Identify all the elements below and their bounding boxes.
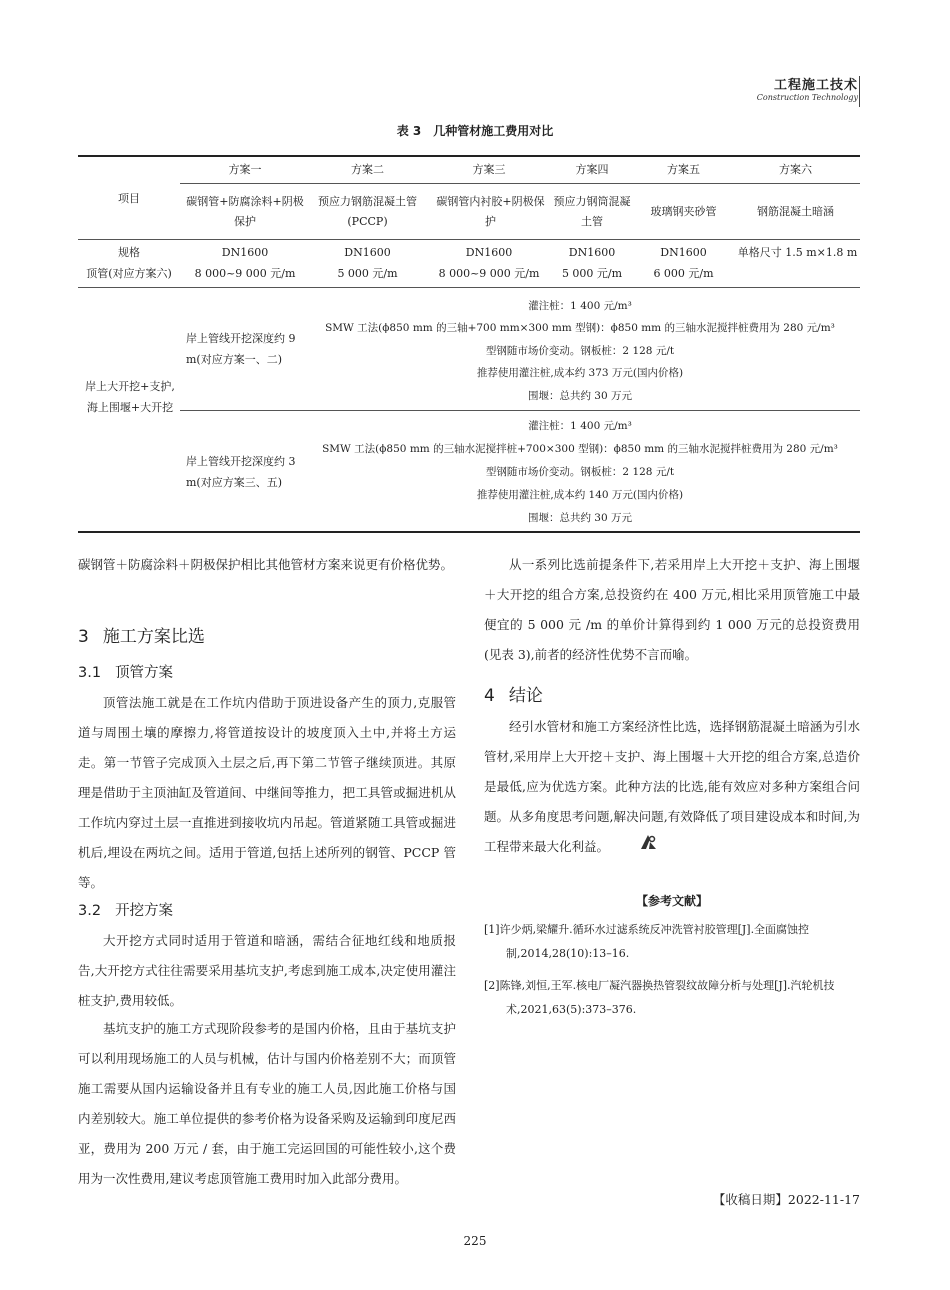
reference-item: [1]许少炳,梁耀升.循环水过滤系统反冲洗管衬胶管理[J].全面腐蚀控制,2014,28(10):13–16. [484,923,810,960]
table-group-rule [180,410,860,411]
plan-spec: DN1600 [660,246,707,259]
conclusion-text: 经引水管材和施工方案经济性比选，选择钢筋混凝土暗涵为引水管材,采用岸上大开挖＋支护、海上围堰＋大开挖的组合方案,总造价是最低,应为优选方案。此种方法的比选,能有效应对多种方案组合问题。从多角度思考问题,解决问题,有效降低了项目建设成本和时间,为工程带来最大化利益。 [484,719,860,854]
section-heading [78,622,205,647]
plan-material: 预应力钢筋混凝土管(PCCP) [318,195,417,228]
plan-price: 6 000 元/m [653,267,714,280]
end-mark-icon [613,832,660,863]
body-paragraph: 大开挖方式同时适用于管道和暗涵，需结合征地红线和地质报告,大开挖方式往往需要采用基坑支护,考虑到施工成本,决定使用灌注桩支护,费用较低。 [78,933,456,1008]
references-title: 【参考文献】 [635,894,708,908]
section-heading [484,681,543,706]
cost-line: SMW 工法(ϕ850 mm 的三轴+700 mm×300 mm 型钢)：ϕ850 mm 的三轴水泥搅拌桩费用为 280 元/m³ [325,322,835,334]
subsection-heading [78,661,173,682]
subsection-heading [78,899,173,920]
plan-price: 5 000 元/m [337,267,398,280]
table-bottom-rule [78,531,860,533]
table-header-rule [180,183,860,184]
plan-material: 碳钢管+防腐涂料+阴极保护 [186,195,304,228]
plan-material: 玻璃钢夹砂管 [650,205,717,218]
received-value: 2022-11-17 [787,1192,860,1207]
cost-line: 型钢随市场价变动。钢板桩：2 128 元/t [485,345,675,357]
page-number: 225 [463,1234,487,1248]
plan-price: 8 000~9 000 元/m [194,267,296,280]
body-paragraph: 顶管法施工就是在工作坑内借助于顶进设备产生的顶力,克服管道与周围土壤的摩擦力,将管道按设计的坡度顶入土中,并将土方运走。第一节管子完成顶入土层之后,再下第二节管子继续顶进。其原理是借助于主顶油缸及管道间、中继间等推力，把工具管或掘进机从工作坑内穿过土层一直推进到接收坑内吊起。管道紧随工具管或掘进机后,埋设在两坑之间。适用于管道,包括上述所列的钢管、PCCP 管等。 [78,695,456,890]
plan-spec: DN1600 [344,246,391,259]
depth-label: 岸上管线开挖深度约 9 m(对应方案一、二) [186,332,296,366]
subsection-number: 3.1 [78,665,102,681]
plan-name: 方案一 [228,163,262,176]
cost-line: 推荐使用灌注桩,成本约 373 万元(国内价格) [476,367,684,379]
table-caption: 表 3 几种管材施工费用对比 [396,124,554,138]
journal-subtitle: Construction Technology [756,93,858,102]
cost-line: 围堰：总共约 30 万元 [527,512,633,524]
item-header: 项目 [118,192,140,205]
plan-material: 碳钢管内衬胶+阴极保护 [436,195,545,228]
table-spec-rule [78,287,860,288]
plan-spec: DN1600 [568,246,616,259]
depth-label: 岸上管线开挖深度约 3 m(对应方案三、五) [186,455,296,489]
plan-name: 方案六 [779,163,812,176]
conclusion-paragraph [484,712,860,863]
subsection-title: 顶管方案 [115,665,174,681]
open-cut-label: 岸上大开挖+支护,海上围堰+大开挖 [85,380,175,414]
body-paragraph: 从一系列比选前提条件下,若采用岸上大开挖＋支护、海上围堰＋大开挖的组合方案,总投资约在 400 万元,相比采用顶管施工中最便宜的 5 000 元 /m 的单价计算得到约 1 000 万元的总投资费用(见表 3),前者的经济性优势不言而喻。 [484,557,860,662]
subsection-number: 3.2 [78,903,102,919]
cost-line: 型钢随市场价变动。钢板桩：2 128 元/t [485,466,675,478]
plan-spec: 单格尺寸 1.5 m×1.8 m [737,246,858,259]
cost-line: 推荐使用灌注桩,成本约 140 万元(国内价格) [476,489,684,501]
jacking-label: 顶管(对应方案六) [86,267,172,280]
plan-material: 钢筋混凝土暗涵 [757,205,834,218]
spec-label: 规格 [118,246,140,259]
table-header-bottom-rule [78,239,860,240]
plan-material: 预应力钢筒混凝土管 [553,195,631,228]
subsection-title: 开挖方案 [115,903,174,919]
section-title: 结论 [508,686,543,706]
intro-paragraph: 碳钢管＋防腐涂料＋阴极保护相比其他管材方案来说更有价格优势。 [78,557,454,572]
body-paragraph: 基坑支护的施工方式现阶段参考的是国内价格，且由于基坑支护可以利用现场施工的人员与机械，估计与国内价格差别不大；而顶管施工需要从国内运输设备并且有专业的施工人员,因此施工价格与国内差别较大。施工单位提供的参考价格为设备采购及运输到印度尼西亚，费用为 200 万元 / 套，由于施工完运回国的可能性较小,这个费用为一次性费用,建议考虑顶管施工费用时加入此部分费用。 [78,1021,456,1186]
cost-line: 灌注桩：1 400 元/m³ [528,300,632,312]
plan-name: 方案五 [667,163,700,176]
section-title: 施工方案比选 [102,627,205,647]
plan-name: 方案四 [575,163,609,176]
table-top-rule [78,155,860,157]
received-date [713,1190,860,1208]
cost-line: 围堰：总共约 30 万元 [527,390,633,402]
plan-name: 方案二 [351,163,384,176]
section-number: 4 [484,686,495,706]
section-number: 3 [78,627,89,647]
plan-spec: DN1600 [465,246,513,259]
header-divider [859,76,860,107]
plan-price: 8 000~9 000 元/m [438,267,540,280]
plan-name: 方案三 [472,163,506,176]
journal-title: 工程施工技术 [773,78,858,93]
reference-item: [2]陈锋,刘恒,王军.核电厂凝汽器换热管裂纹故障分析与处理[J].汽轮机技术,2021,63(5):373–376. [484,979,835,1016]
received-label: 【收稿日期】 [712,1192,788,1207]
cost-line: 灌注桩：1 400 元/m³ [528,420,632,432]
cost-line: SMW 工法(ϕ850 mm 的三轴水泥搅拌桩+700×300 型钢)：ϕ850 mm 的三轴水泥搅拌桩费用为 280 元/m³ [322,443,838,455]
plan-spec: DN1600 [221,246,269,259]
plan-price: 5 000 元/m [561,267,623,280]
